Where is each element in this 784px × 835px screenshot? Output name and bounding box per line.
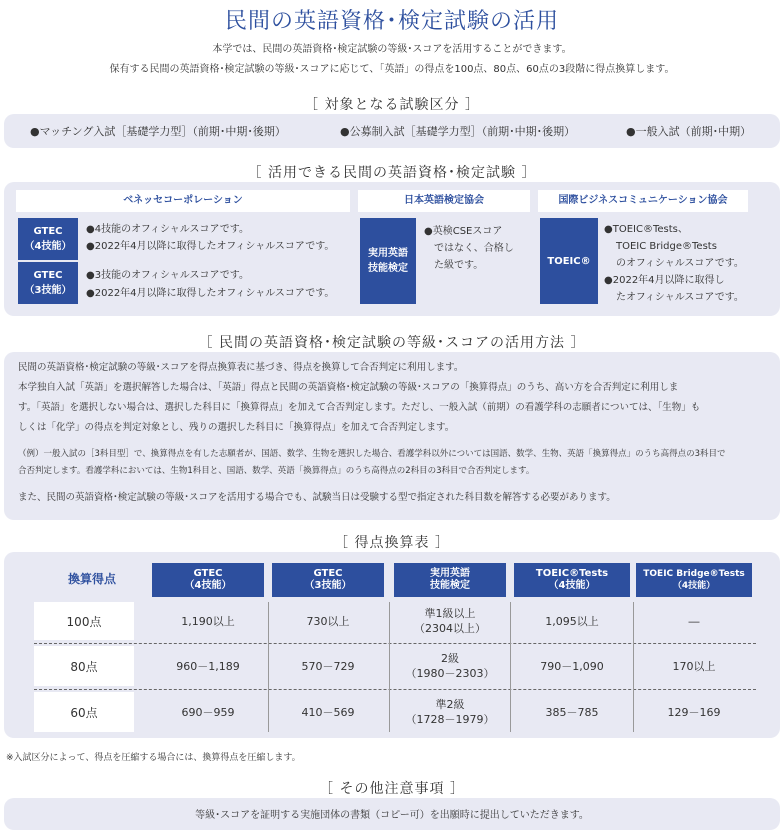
gtec3-badge-skills: （3技能） (24, 285, 72, 296)
cell-100-toeic-bridge: ― (688, 614, 700, 628)
table-corner-label: 換算得点 (67, 572, 116, 586)
cell-100-toeic: 1,095以上 (545, 614, 599, 628)
org-benesse: ベネッセコーポレーション (16, 190, 350, 212)
toeic-line-1: ●TOEIC®Tests、 (604, 224, 688, 235)
cell-60-eiken (394, 692, 506, 732)
table-header-eiken-line-2: 技能検定 (430, 580, 470, 591)
page-title: 民間の英語資格･検定試験の活用 (224, 9, 559, 34)
method-p2c: しくは「化学」の得点を判定対象とし、残りの選択した科目に「換算得点」を加えて合否判定します。 (18, 422, 455, 433)
table-header-gtec4-sub: （4技能） (184, 580, 232, 591)
toeic-line-4: ●2022年4月以降に取得し (604, 275, 725, 286)
toeic-badge-label: TOEIC® (547, 255, 591, 267)
row-divider-1 (34, 643, 756, 644)
table-header-gtec4-name: GTEC (193, 568, 223, 579)
eiken-line-2: ではなく、合格し (434, 243, 514, 254)
other-text: 等級･スコアを証明する実施団体の書類（コピー可）を出願時に提出していただきます。 (195, 810, 589, 821)
eiken-badge (360, 218, 416, 304)
gtec3-badge (18, 262, 78, 304)
cell-80-eiken-grade: 2級 (441, 652, 459, 665)
cell-80-eiken (394, 646, 506, 686)
org-iibc: 国際ビジネスコミュニケーション協会 (538, 190, 748, 212)
org-eiken: 日本英語検定協会 (358, 190, 530, 212)
cell-100-gtec3: 730以上 (306, 614, 350, 628)
gtec3-line-2: ●2022年4月以降に取得したオフィシャルスコアです。 (86, 288, 335, 299)
toeic-line-5: たオフィシャルスコアです。 (616, 292, 744, 303)
target-item-2: ●公募制入試［基礎学力型］（前期･中期･後期） (340, 125, 576, 138)
cell-60-eiken-grade: 準2級 (435, 698, 465, 711)
gtec4-badge-name: GTEC (33, 226, 63, 237)
eiken-line-3: た級です。 (434, 260, 484, 271)
col-divider-1 (268, 602, 269, 732)
method-example-line-2: 合否判定します。看護学科においては、生物1科目と、国語、数学、英語「換算得点」のうち高得点の2科目の3科目で合否判定します。 (18, 466, 535, 476)
eiken-line-1: ●英検CSEスコア (424, 226, 503, 237)
cell-80-toeic: 790－1,090 (540, 659, 604, 673)
gtec4-badge (18, 218, 78, 260)
table-header-toeic-bridge-name: TOEIC Bridge®Tests (643, 569, 745, 579)
cell-80-eiken-score: （1980－2303） (405, 667, 495, 680)
other-heading: ［ その他注意事項 ］ (319, 781, 465, 797)
cell-100-eiken-score: （2304以上） (414, 622, 486, 635)
table-header-gtec3-name: GTEC (313, 568, 343, 579)
gtec3-line-1: ●3技能のオフィシャルスコアです。 (86, 270, 249, 281)
cell-100-gtec4: 1,190以上 (181, 614, 235, 628)
row-label-60: 60点 (34, 692, 134, 732)
cell-80-gtec3: 570－729 (301, 659, 355, 673)
method-p4: また、民間の英語資格･検定試験の等級･スコアを活用する場合でも、試験当日は受験する型で指定された科目数を解答する必要があります。 (18, 492, 616, 503)
gtec4-badge-skills: （4技能） (24, 241, 72, 252)
target-heading: ［ 対象となる試験区分 ］ (304, 97, 480, 113)
table-heading: ［ 得点換算表 ］ (334, 535, 450, 551)
row-label-80: 80点 (34, 646, 134, 686)
row-divider-2 (34, 689, 756, 690)
table-header-toeic-bridge (636, 563, 752, 597)
gtec4-line-1: ●4技能のオフィシャルスコアです。 (86, 224, 249, 235)
target-item-1: ●マッチング入試［基礎学力型］（前期･中期･後期） (30, 125, 286, 138)
table-note: ※入試区分によって、得点を圧縮する場合には、換算得点を圧縮します。 (6, 753, 301, 763)
gtec3-badge-name: GTEC (33, 270, 63, 281)
col-divider-3 (510, 602, 511, 732)
table-header-eiken-line-1: 実用英語 (430, 568, 470, 579)
table-header-eiken (394, 563, 506, 597)
gtec4-line-2: ●2022年4月以降に取得したオフィシャルスコアです。 (86, 241, 335, 252)
eiken-badge-line-1: 実用英語 (368, 248, 408, 259)
table-header-gtec3-sub: （3技能） (304, 580, 352, 591)
cell-100-eiken (394, 602, 506, 640)
target-item-3: ●一般入試（前期･中期） (626, 125, 752, 138)
table-header-toeic (514, 563, 630, 597)
cell-100-eiken-grade: 準1級以上 (424, 607, 476, 620)
method-p1: 民間の英語資格･検定試験の等級･スコアを得点換算表に基づき、得点を換算して合否判定に利用します。 (18, 362, 464, 373)
cell-80-toeic-bridge: 170以上 (672, 659, 716, 673)
method-p2b: す。「英語」を選択しない場合は、選択した科目に「換算得点」を加えて合否判定します。ただし、一般入試（前期）の看護学科の志願者については、「生物」も (18, 402, 701, 413)
toeic-badge (540, 218, 598, 304)
intro-line-2: 保有する民間の英語資格･検定試験の等級･スコアに応じて、「英語」の得点を100点、80点、60点の3段階に得点換算します。 (109, 64, 675, 75)
cell-60-toeic: 385－785 (545, 705, 599, 719)
toeic-line-3: のオフィシャルスコアです。 (616, 258, 744, 269)
intro-line-1: 本学では、民間の英語資格･検定試験の等級･スコアを活用することができます。 (212, 44, 572, 55)
table-header-toeic-name: TOEIC®Tests (535, 568, 609, 579)
cell-60-gtec3: 410－569 (301, 705, 355, 719)
eiken-badge-line-2: 技能検定 (368, 263, 408, 274)
cell-80-gtec4: 960－1,189 (176, 659, 240, 673)
table-header-toeic-bridge-sub: （4技能） (672, 581, 716, 591)
cell-60-gtec4: 690－959 (181, 705, 235, 719)
toeic-line-2: TOEIC Bridge®Tests (616, 241, 717, 252)
table-header-gtec4 (152, 563, 264, 597)
cell-60-toeic-bridge: 129－169 (667, 705, 721, 719)
method-heading: ［ 民間の英語資格･検定試験の等級･スコアの活用方法 ］ (198, 335, 586, 351)
table-header-toeic-sub: （4技能） (548, 580, 596, 591)
col-divider-4 (633, 602, 634, 732)
col-divider-2 (389, 602, 390, 732)
method-p2a: 本学独自入試「英語」を選択解答した場合は、「英語」得点と民間の英語資格･検定試験の等級･スコアの「換算得点」のうち、高い方を合否判定に利用しま (18, 382, 679, 393)
table-header-gtec3 (272, 563, 384, 597)
exams-heading: ［ 活用できる民間の英語資格･検定試験 ］ (247, 165, 537, 181)
method-example-line-1: （例）一般入試の［3科目型］で、換算得点を有した志願者が、国語、数学、生物を選択した場合、看護学科以外については国語、数学、生物、英語「換算得点」のうち高得点の3科目で (18, 449, 726, 459)
row-label-100: 100点 (34, 602, 134, 640)
cell-60-eiken-score: （1728－1979） (405, 713, 495, 726)
